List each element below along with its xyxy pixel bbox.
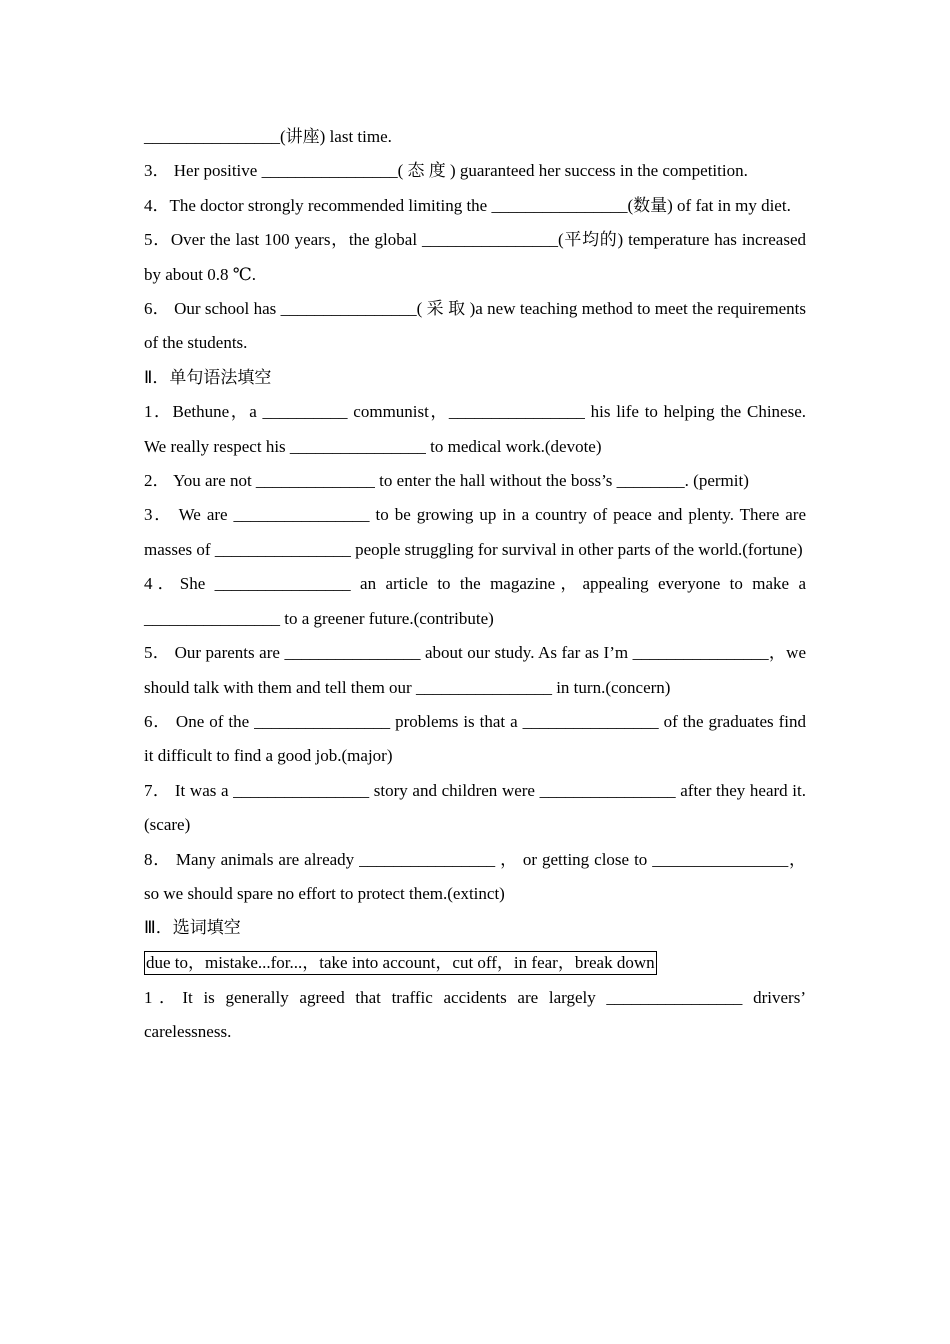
part2-item-8: 8． Many animals are already ________________ ， or getting close to ________________，so we should spare no effort to protect them.(extinct) [144,849,806,903]
part2-item-5: 5． Our parents are ________________ about our study. As far as I’m ________________，we should talk with them and tell them our ________________ in turn.(concern) [144,643,806,697]
word-box-row [144,946,806,981]
part2-item-4: 4．She ________________ an article to the magazine，appealing everyone to make a ________________ to a greener future.(contribute) [144,574,806,628]
part2-item-3: 3． We are ________________ to be growing up in a country of peace and plenty. There are masses of ________________ people struggling for survival in other parts of the world.(fortune) [144,505,806,559]
section-2-heading: Ⅱ．单句语法填空 [144,367,272,388]
part1-item-3: 3． Her positive ________________( 态 度 ) guaranteed her success in the competition. [144,161,748,181]
document-page [144,120,806,1050]
part3-item-1: 1．It is generally agreed that traffic accidents are largely ________________ drivers’ carelessness. [144,987,806,1042]
part1-item-6: 6． Our school has ________________( 采 取 )a new teaching method to meet the requirements of the students. [144,299,806,353]
part1-item-5: 5．Over the last 100 years，the global ________________(平均的) temperature has increased by about 0.8 ℃. [144,230,806,284]
part2-item-6: 6． One of the ________________ problems is that a ________________ of the graduates find it difficult to find a good job.(major) [144,711,806,766]
section-3-heading: Ⅲ．选词填空 [144,918,241,939]
part1-item-4: 4．The doctor strongly recommended limiting the ________________(数量) of fat in my diet. [144,195,791,215]
part2-item-2: 2． You are not ______________ to enter the hall without the boss’s ________. (permit) [144,471,749,491]
part2-item-1: 1．Bethune，a __________ communist，________________ his life to helping the Chinese. We really respect his ________________ to medical work.(devote) [144,402,806,456]
word-box: due to，mistake...for...，take into account，cut off，in fear，break down [144,951,657,975]
part1-continuation: ________________(讲座) last time. [144,127,392,146]
part2-item-7: 7． It was a ________________ story and children were ________________ after they heard it.(scare) [144,780,806,835]
